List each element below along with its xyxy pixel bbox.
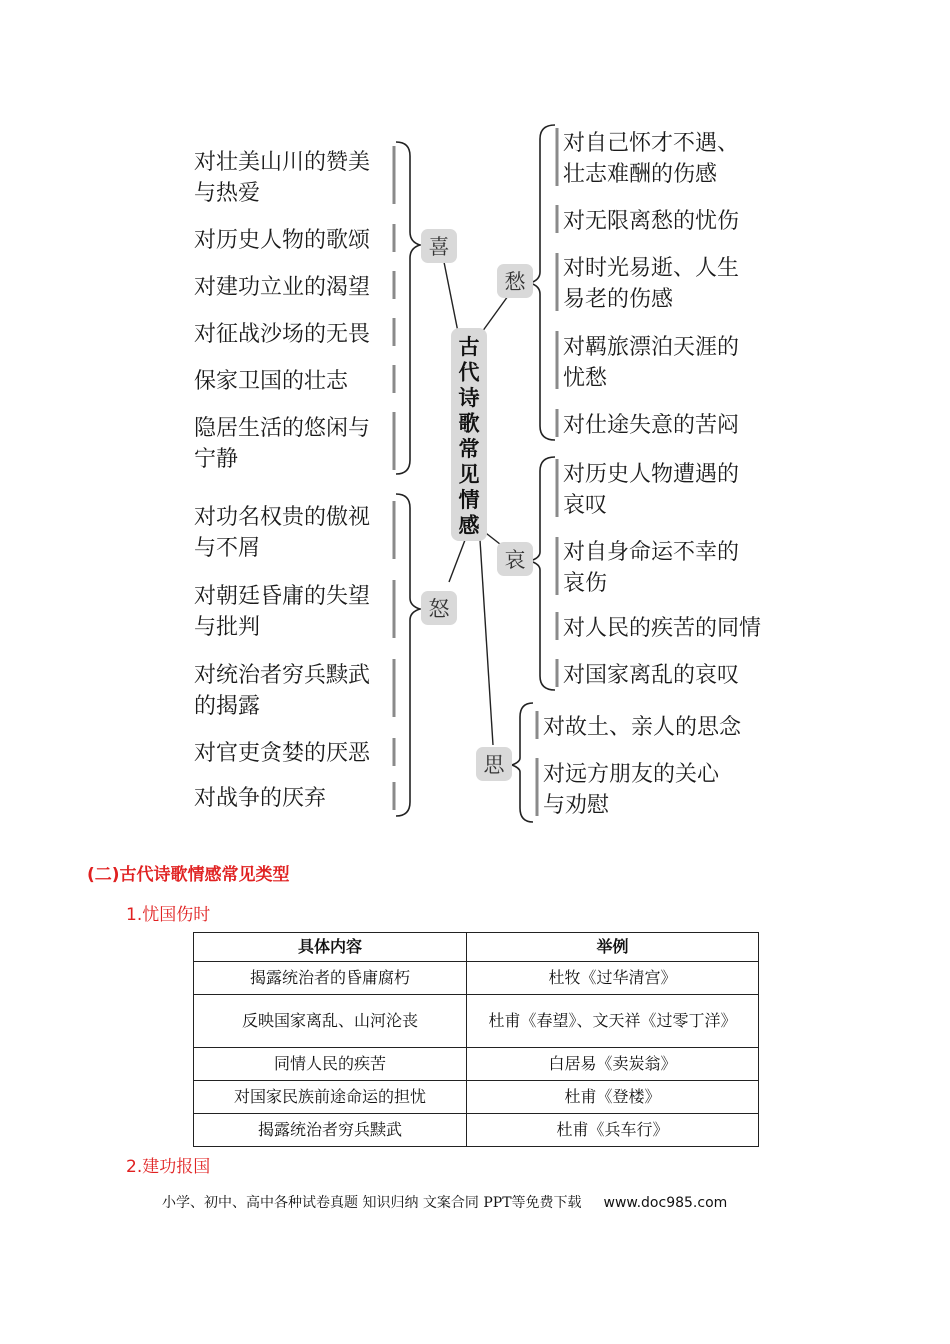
xi-item: 对建功立业的渴望 bbox=[194, 275, 371, 300]
brace-xi bbox=[396, 142, 420, 474]
table-cell: 揭露统治者穷兵黩武 bbox=[194, 1114, 467, 1147]
section-title: (二)古代诗歌情感常见类型 bbox=[87, 865, 290, 885]
ai-item: 对历史人物遭遇的 bbox=[563, 462, 740, 487]
table-cell: 对国家民族前途命运的担忧 bbox=[194, 1081, 467, 1114]
nu-item: 对战争的厌弃 bbox=[194, 786, 327, 811]
table-row bbox=[194, 1114, 759, 1147]
xi-item: 宁静 bbox=[194, 447, 239, 472]
table-cell: 杜甫《兵车行》 bbox=[467, 1114, 759, 1147]
brace-si bbox=[512, 703, 533, 822]
brace-ai bbox=[530, 457, 555, 690]
chou-item: 对自己怀才不遇、 bbox=[563, 131, 740, 156]
ai-item: 对自身命运不幸的 bbox=[563, 540, 740, 565]
connector-xi bbox=[444, 262, 458, 332]
nu-item: 与不屑 bbox=[194, 536, 261, 561]
xi-item: 与热爱 bbox=[194, 181, 261, 206]
si-item: 对故土、亲人的思念 bbox=[543, 715, 742, 740]
table-cell: 反映国家离乱、山河沦丧 bbox=[194, 995, 467, 1048]
brace-chou bbox=[530, 125, 555, 440]
table-cell: 杜甫《登楼》 bbox=[467, 1081, 759, 1114]
footer bbox=[162, 1192, 727, 1212]
ai-item: 哀叹 bbox=[563, 493, 608, 518]
nu-item: 对功名权贵的傲视 bbox=[194, 505, 371, 530]
connector-si bbox=[480, 540, 493, 745]
chou-item: 对羁旅漂泊天涯的 bbox=[563, 335, 740, 360]
ai-item: 哀伤 bbox=[563, 571, 608, 596]
footer-url[interactable]: www.doc985.com bbox=[603, 1195, 728, 1211]
si-item: 对远方朋友的关心 bbox=[543, 762, 720, 787]
connector-chou bbox=[482, 296, 508, 332]
table-row bbox=[194, 995, 759, 1048]
chou-item: 对仕途失意的苦闷 bbox=[563, 413, 740, 438]
table-header: 具体内容 bbox=[194, 933, 467, 962]
table-header-row bbox=[194, 933, 759, 962]
table-cell: 杜牧《过华清宫》 bbox=[467, 962, 759, 995]
subsection-title-2: 2.建功报国 bbox=[126, 1157, 211, 1177]
connector-nu bbox=[449, 540, 465, 582]
node-xi-label: 喜 bbox=[428, 235, 450, 259]
nu-item: 的揭露 bbox=[194, 694, 261, 719]
table-cell: 揭露统治者的昏庸腐朽 bbox=[194, 962, 467, 995]
table-cell: 杜甫《春望》、文天祥《过零丁洋》 bbox=[467, 995, 759, 1048]
xi-item: 保家卫国的壮志 bbox=[194, 369, 349, 394]
footer-text: 小学、初中、高中各种试卷真题 知识归纳 文案合同 PPT等免费下载 bbox=[162, 1195, 582, 1211]
example-table bbox=[193, 932, 759, 1147]
node-nu-label: 怒 bbox=[428, 597, 450, 621]
nu-item: 对官吏贪婪的厌恶 bbox=[194, 741, 371, 766]
node-si-label: 思 bbox=[483, 753, 505, 777]
subsection-title-1: 1.忧国伤时 bbox=[126, 905, 211, 925]
chou-item: 对时光易逝、人生 bbox=[563, 256, 740, 281]
chou-item: 壮志难酬的伤感 bbox=[563, 162, 718, 187]
ai-item: 对人民的疾苦的同情 bbox=[563, 616, 762, 641]
table-cell: 同情人民的疾苦 bbox=[194, 1048, 467, 1081]
table-row bbox=[194, 1048, 759, 1081]
si-item: 与劝慰 bbox=[543, 793, 610, 818]
nu-item: 对朝廷昏庸的失望 bbox=[194, 584, 371, 609]
xi-item: 对征战沙场的无畏 bbox=[194, 322, 371, 347]
table-row bbox=[194, 1081, 759, 1114]
chou-item: 易老的伤感 bbox=[563, 287, 674, 312]
xi-item: 对历史人物的歌颂 bbox=[194, 228, 371, 253]
node-chou-label: 愁 bbox=[504, 270, 526, 294]
ai-item: 对国家离乱的哀叹 bbox=[563, 663, 740, 688]
brace-nu bbox=[396, 494, 420, 816]
chou-item: 对无限离愁的忧伤 bbox=[563, 209, 740, 234]
node-ai-label: 哀 bbox=[504, 548, 526, 572]
center-node-label: 古代诗歌常见情感 bbox=[458, 334, 480, 538]
xi-item: 隐居生活的悠闲与 bbox=[194, 416, 371, 441]
table-header: 举例 bbox=[467, 933, 759, 962]
table-row bbox=[194, 962, 759, 995]
table-cell: 白居易《卖炭翁》 bbox=[467, 1048, 759, 1081]
nu-item: 对统治者穷兵黩武 bbox=[194, 663, 371, 688]
xi-item: 对壮美山川的赞美 bbox=[194, 150, 371, 175]
chou-item: 忧愁 bbox=[563, 366, 608, 391]
nu-item: 与批判 bbox=[194, 615, 261, 640]
